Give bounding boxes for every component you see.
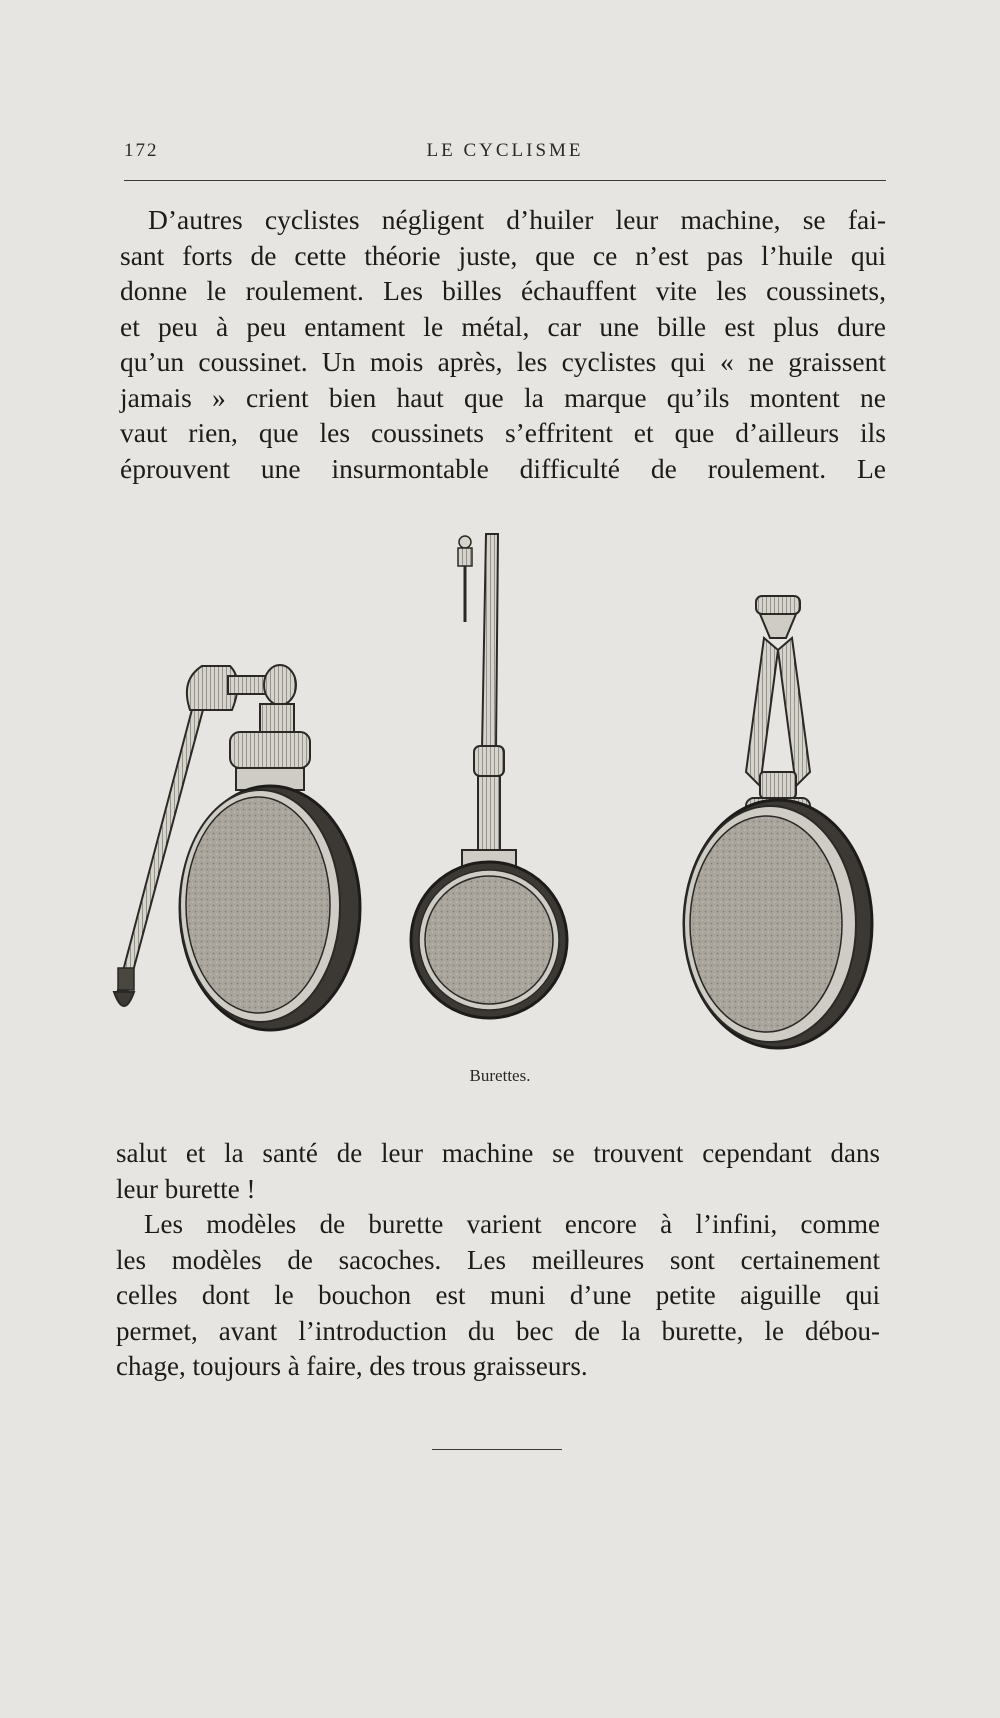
- text-line: donne le roulement. Les billes échauffent vite les coussinets,: [120, 275, 886, 306]
- paragraph-bottom: [116, 1136, 880, 1385]
- header-rule: [124, 180, 886, 181]
- text-line: Les modèles de burette varient encore à l’infini, comme: [144, 1209, 880, 1239]
- page-number: 172: [124, 140, 159, 161]
- text-line: salut et la santé de leur machine se trouvent cependant dans: [116, 1138, 880, 1168]
- oil-can-right-icon: [684, 596, 872, 1048]
- text-line: vaut rien, que les coussinets s’effritent et que d’ailleurs ils: [120, 417, 886, 448]
- text-line: celles dont le bouchon est muni d’une petite aiguille qui: [116, 1280, 880, 1310]
- oil-can-left-icon: [114, 665, 360, 1030]
- paragraph-top: [120, 202, 886, 486]
- text-line: qu’un coussinet. Un mois après, les cyclistes qui « ne graissent: [120, 346, 886, 377]
- text-line: chage, toujours à faire, des trous graisseurs.: [116, 1351, 588, 1381]
- oil-can-middle-icon: [411, 534, 567, 1018]
- end-rule: [432, 1449, 562, 1450]
- text-line: éprouvent une insurmontable difficulté de roulement. Le: [120, 452, 886, 484]
- text-line: les modèles de sacoches. Les meilleures sont certainement: [116, 1244, 880, 1275]
- text-line: jamais » crient bien haut que la marque qu’ils montent ne: [120, 381, 886, 413]
- figure-caption: Burettes.: [469, 1066, 531, 1085]
- running-title: LE CYCLISME: [426, 140, 584, 161]
- text-line: et peu à peu entament le métal, car une bille est plus dure: [120, 310, 886, 342]
- text-line: permet, avant l’introduction du bec de la burette, le débou-: [116, 1315, 880, 1346]
- text-line: sant forts de cette théorie juste, que ce n’est pas l’huile qui: [120, 239, 886, 271]
- text-line: D’autres cyclistes négligent d’huiler leur machine, se fai-: [148, 204, 886, 235]
- burettes-illustration: [110, 520, 890, 1060]
- running-head: [124, 140, 886, 166]
- text-line: leur burette !: [116, 1173, 256, 1204]
